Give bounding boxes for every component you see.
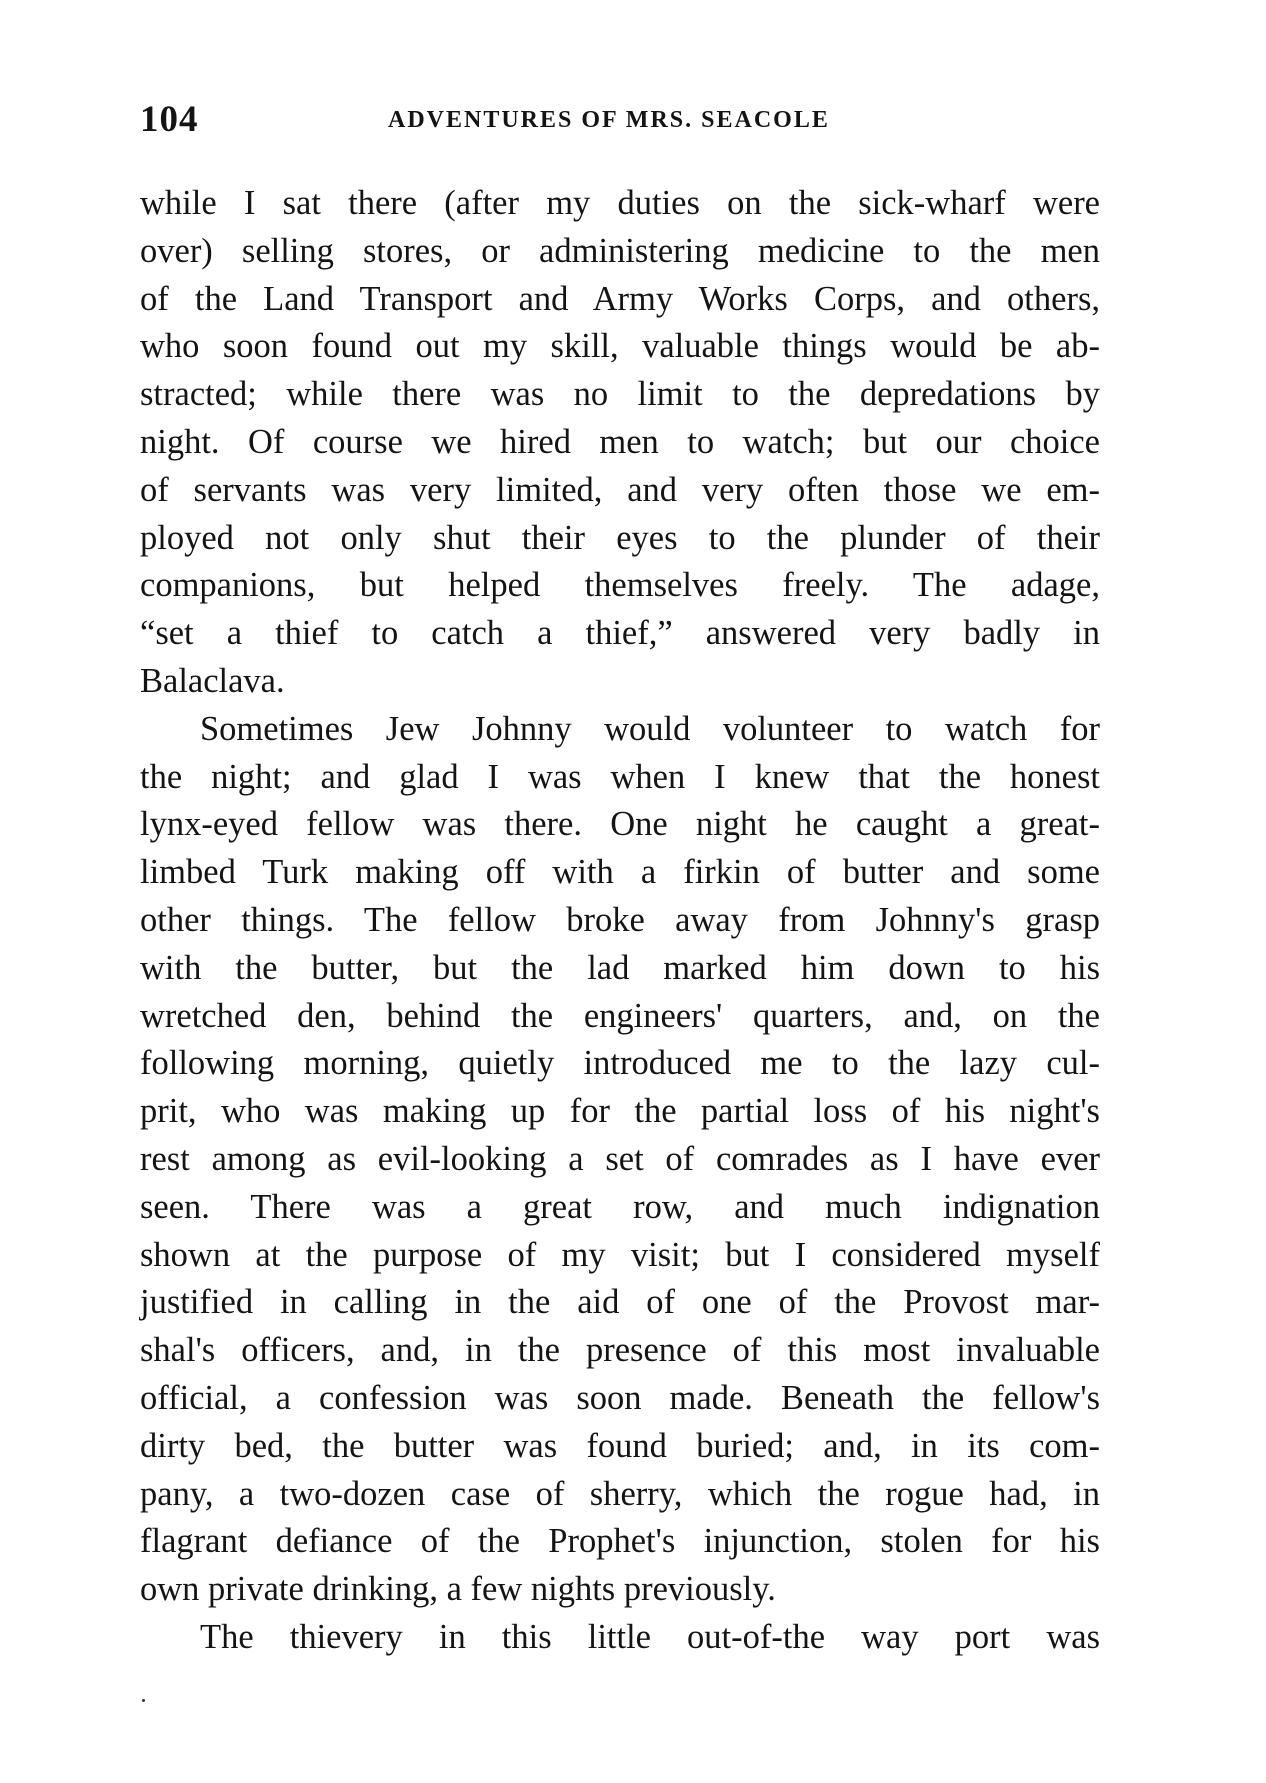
text-line: other things. The fellow broke away from Johnny's grasp: [140, 900, 1100, 939]
print-speck: [142, 1699, 145, 1702]
text-line: Balaclava.: [140, 661, 285, 700]
text-line: seen. There was a great row, and much indignation: [140, 1187, 1100, 1226]
text-line: justified in calling in the aid of one of the Provost mar-: [140, 1283, 1100, 1322]
text-line: pany, a two-dozen case of sherry, which the rogue had, in: [140, 1474, 1100, 1513]
text-line: “set a thief to catch a thief,” answered very badly in: [140, 614, 1100, 653]
text-line: of the Land Transport and Army Works Corps, and others,: [140, 279, 1100, 318]
running-title: ADVENTURES OF MRS. SEACOLE: [388, 107, 830, 133]
text-line: following morning, quietly introduced me to the lazy cul-: [140, 1044, 1100, 1083]
text-line: night. Of course we hired men to watch; but our choice: [140, 422, 1100, 461]
text-line: with the butter, but the lad marked him down to his: [140, 948, 1100, 987]
text-line: shown at the purpose of my visit; but I considered myself: [140, 1235, 1100, 1274]
paragraph-1: [140, 180, 1100, 706]
text-line: the night; and glad I was when I knew that the honest: [140, 757, 1100, 796]
paragraph-2: [140, 706, 1100, 1614]
text-line: The thievery in this little out-of-the way port was: [200, 1617, 1100, 1656]
text-line: stracted; while there was no limit to the depredations by: [140, 375, 1100, 414]
text-line: lynx-eyed fellow was there. One night he caught a great-: [140, 805, 1100, 844]
text-line: dirty bed, the butter was found buried; and, in its com-: [140, 1426, 1100, 1465]
paragraph-3: [140, 1614, 1100, 1662]
text-line: ployed not only shut their eyes to the plunder of their: [140, 518, 1100, 557]
page-number: 104: [140, 99, 199, 140]
text-line: official, a confession was soon made. Beneath the fellow's: [140, 1378, 1100, 1417]
text-line: own private drinking, a few nights previously.: [140, 1570, 776, 1609]
text-line: wretched den, behind the engineers' quarters, and, on the: [140, 996, 1100, 1035]
text-line: over) selling stores, or administering medicine to the men: [140, 231, 1100, 270]
text-line: while I sat there (after my duties on the sick-wharf were: [140, 184, 1100, 222]
text-line: shal's officers, and, in the presence of this most invaluable: [140, 1331, 1100, 1370]
body-text: [140, 180, 1100, 1662]
text-line: companions, but helped themselves freely. The adage,: [140, 566, 1100, 605]
text-line: Sometimes Jew Johnny would volunteer to watch for: [200, 709, 1100, 748]
text-line: who soon found out my skill, valuable things would be ab-: [140, 327, 1100, 366]
text-line: of servants was very limited, and very often those we em-: [140, 470, 1100, 509]
text-line: rest among as evil-looking a set of comrades as I have ever: [140, 1139, 1100, 1178]
text-line: prit, who was making up for the partial loss of his night's: [140, 1092, 1100, 1131]
running-head: [140, 98, 1100, 142]
text-line: limbed Turk making off with a firkin of butter and some: [140, 853, 1100, 892]
text-line: flagrant defiance of the Prophet's injunction, stolen for his: [140, 1522, 1100, 1561]
